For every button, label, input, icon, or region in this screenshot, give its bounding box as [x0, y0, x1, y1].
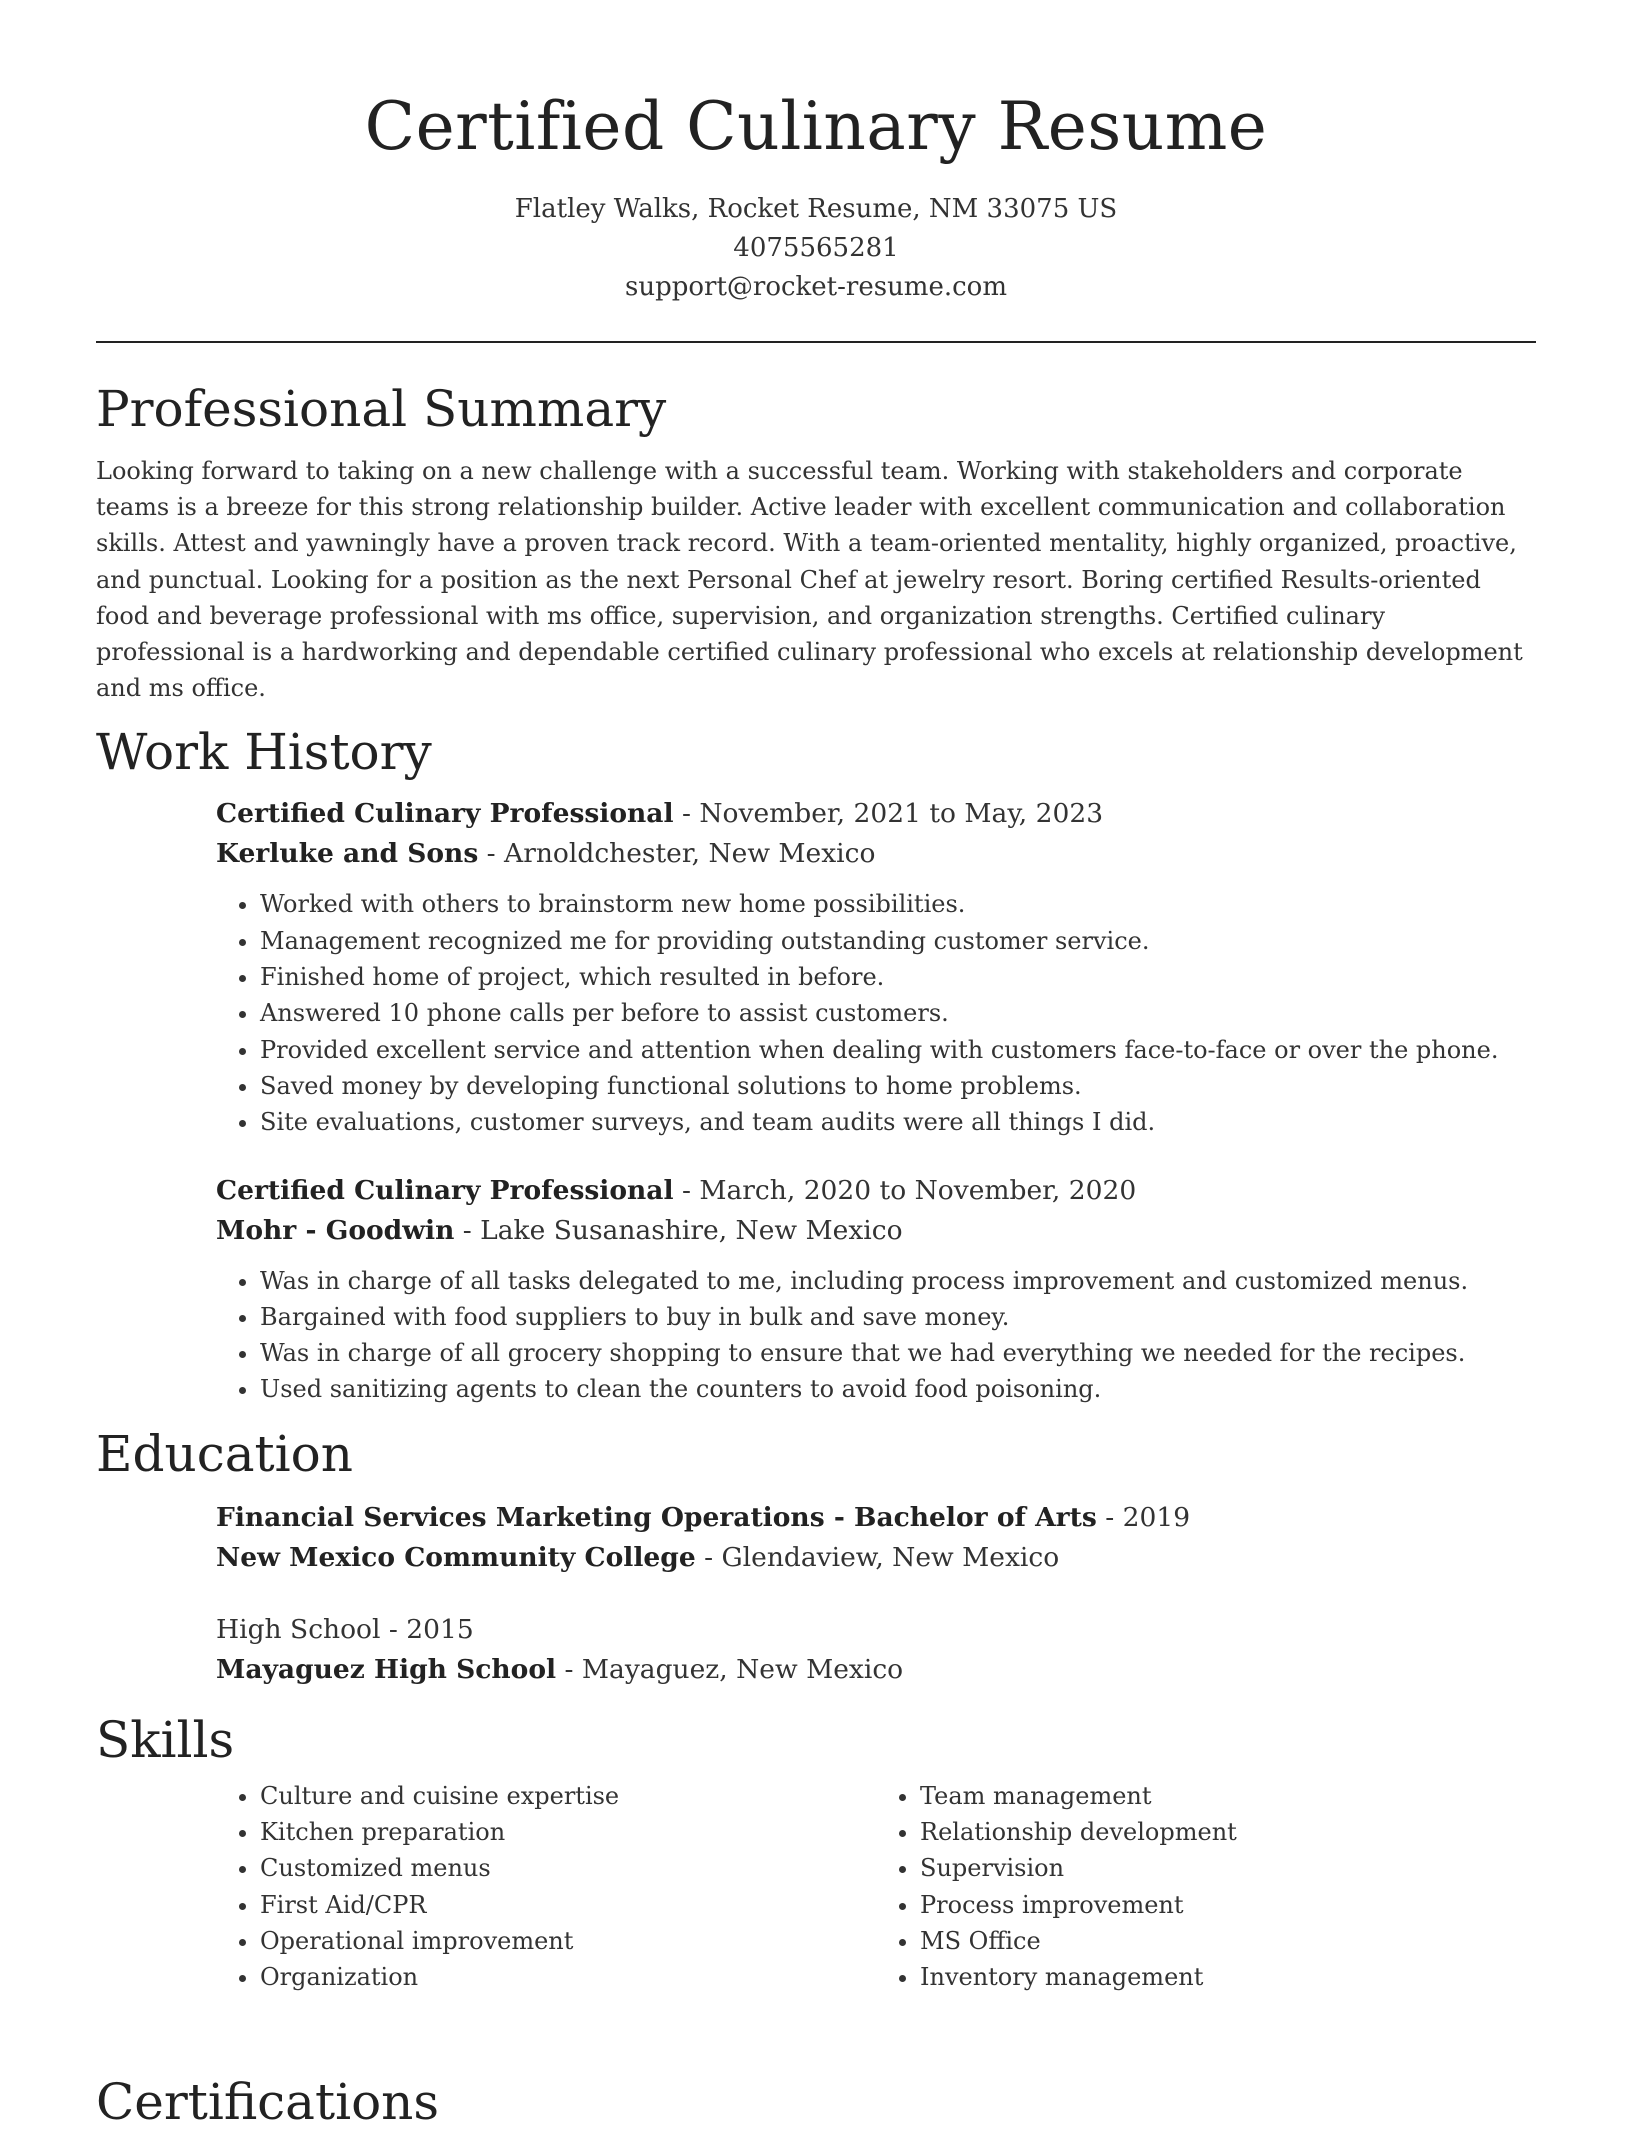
job-company-line: [216, 1211, 1536, 1251]
skills-section: [96, 1708, 1536, 1996]
job-location: - Lake Susanashire, New Mexico: [454, 1214, 903, 1246]
resume-header: [96, 0, 1536, 307]
job-entry: [216, 794, 1536, 1140]
list-item: • Answered 10 phone calls per before to assist customers.: [260, 995, 1536, 1031]
skills-list-right: [876, 1778, 1536, 1996]
list-item: • Inventory management: [920, 1959, 1536, 1995]
list-item: • Kitchen preparation: [260, 1814, 876, 1850]
education-school: Mayaguez High School: [216, 1653, 557, 1685]
resume-page: [96, 0, 1536, 1995]
job-bullets: [216, 1263, 1536, 1408]
education-degree-line: [216, 1610, 1536, 1650]
contact-block: [96, 190, 1536, 307]
list-item: • Supervision: [920, 1850, 1536, 1886]
list-item: • Bargained with food suppliers to buy in bulk and save money.: [260, 1299, 1536, 1335]
education-year: High School - 2015: [216, 1613, 474, 1645]
education-entry: [216, 1498, 1536, 1578]
list-item: • Culture and cuisine expertise: [260, 1778, 876, 1814]
education-school-line: [216, 1650, 1536, 1690]
resume-name: Certified Culinary Resume: [364, 88, 1268, 165]
job-role: Certified Culinary Professional: [216, 798, 674, 830]
education-degree-line: [216, 1498, 1536, 1538]
list-item: • Was in charge of all tasks delegated to me, including process improvement and customized menus.: [260, 1263, 1536, 1299]
work-title: Work History: [96, 723, 432, 782]
education-entry: [216, 1610, 1536, 1690]
education-school: New Mexico Community College: [216, 1541, 696, 1573]
education-section: [96, 1422, 1536, 1690]
job-dates: - March, 2020 to November, 2020: [673, 1174, 1137, 1206]
list-item: • Was in charge of all grocery shopping to ensure that we had everything we needed for the recipes.: [260, 1335, 1536, 1371]
list-item: • Finished home of project, which resulted in before.: [260, 959, 1536, 995]
job-dates: - November, 2021 to May, 2023: [673, 798, 1104, 830]
summary-title: Professional Summary: [96, 380, 667, 438]
job-role-line: [216, 1171, 1536, 1211]
job-role: Certified Culinary Professional: [216, 1174, 674, 1206]
list-item: • Team management: [920, 1778, 1536, 1814]
education-title: Education: [96, 1424, 353, 1483]
work-section: [96, 720, 1536, 1407]
list-item: • Provided excellent service and attention when dealing with customers face-to-face or over the phone.: [260, 1032, 1536, 1068]
summary-text: Looking forward to taking on a new challenge with a successful team. Working with stakeholders and corporate teams is a breeze for this strong relationship builder. Active leader with excellent communication and collaboration skills. Attest and yawningly have a proven track record. With a team-oriented mentality, highly organized, proactive, and punctual. Looking for a position as the next Personal Chef at jewelry resort. Boring certified Results-oriented food and beverage professional with ms office, supervision, and organization strengths. Certified culinary professional is a hardworking and dependable certified culinary professional who excels at relationship development and ms office.: [96, 457, 1523, 703]
contact-address: Flatley Walks, Rocket Resume, NM 33075 US: [514, 194, 1118, 224]
job-bullets: [216, 886, 1536, 1140]
list-item: • Worked with others to brainstorm new home possibilities.: [260, 886, 1536, 922]
job-location: - Arnoldchester, New Mexico: [478, 838, 876, 870]
contact-email: support@rocket-resume.com: [624, 272, 1007, 302]
job-entry: [216, 1171, 1536, 1408]
list-item: • Process improvement: [920, 1887, 1536, 1923]
education-year: - 2019: [1096, 1501, 1191, 1533]
job-company: Kerluke and Sons: [216, 838, 479, 870]
skills-list-left: [216, 1778, 876, 1996]
education-location: - Glendaview, New Mexico: [695, 1541, 1060, 1573]
list-item: • Operational improvement: [260, 1923, 876, 1959]
list-item: • Management recognized me for providing outstanding customer service.: [260, 923, 1536, 959]
job-role-line: [216, 794, 1536, 834]
skills-grid: [216, 1778, 1536, 1996]
list-item: • Customized menus: [260, 1850, 876, 1886]
job-company: Mohr - Goodwin: [216, 1214, 455, 1246]
certifications-title: Certifications: [96, 2073, 440, 2131]
list-item: • Relationship development: [920, 1814, 1536, 1850]
job-company-line: [216, 834, 1536, 874]
list-item: • Organization: [260, 1959, 876, 1995]
list-item: • Used sanitizing agents to clean the counters to avoid food poisoning.: [260, 1371, 1536, 1407]
list-item: • Site evaluations, customer surveys, and team audits were all things I did.: [260, 1104, 1536, 1140]
list-item: • MS Office: [920, 1923, 1536, 1959]
education-school-line: [216, 1538, 1536, 1578]
list-item: • First Aid/CPR: [260, 1887, 876, 1923]
education-location: - Mayaguez, New Mexico: [556, 1653, 904, 1685]
summary-section: [96, 377, 1536, 706]
header-divider: [96, 341, 1536, 343]
education-degree: Financial Services Marketing Operations - Bachelor of Arts: [216, 1501, 1097, 1533]
list-item: • Saved money by developing functional solutions to home problems.: [260, 1068, 1536, 1104]
contact-phone: 4075565281: [733, 233, 899, 263]
skills-title: Skills: [96, 1710, 235, 1769]
